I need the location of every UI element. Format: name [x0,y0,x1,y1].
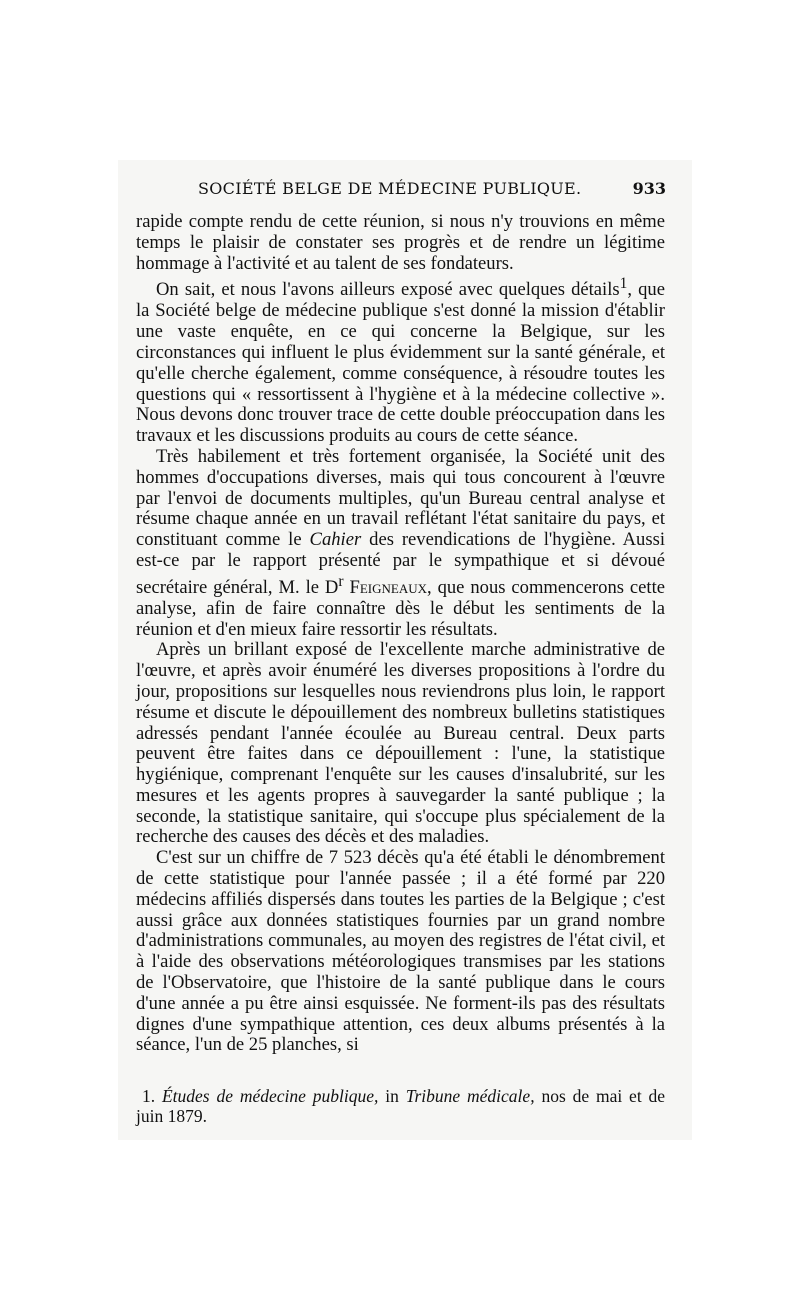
footnote-number: 1. [142,1086,156,1106]
paragraph-5: C'est sur un chiffre de 7 523 décès qu'a été établi le dénombrement de cette statistique pour l'année passée ; il a été formé par 220 médecins affiliés dispersés dans toutes les parties de la Belgique ; c'est aussi grâce aux données statistiques fournies par un grand nombre d'administrations communales, au moyen des registres de l'état civil, et à l'aide des observations météorologiques transmises par les stations de l'Observatoire, que l'histoire de la santé publique dans le cours d'une année a pu être ainsi esquissée. Ne forment-ils pas des résultats dignes d'une sympathique attention, ces deux albums présentés à la séance, l'un de 25 planches, si [136,847,665,1056]
page-header [140,179,666,205]
running-title: SOCIÉTÉ BELGE DE MÉDECINE PUBLIQUE. [198,179,582,198]
paragraph-2-text-b: , que la Société belge de médecine publique s'est donné la mission d'établir une vaste enquête, en ce qui concerne la Belgique, sur les circonstances qui influent le plus évidemment sur la santé générale, et qu'elle cherche également, comme conséquence, à résoudre toutes les questions qui « ressortissent à l'hygiène et à la médecine collective ». Nous devons donc trouver trace de cette double préoccupation dans les travaux et les discussions produits au cours de cette séance. [136,279,665,447]
footnote-in: in [385,1086,399,1106]
body-text [136,212,665,1056]
footnote-journal: Tribune médicale, [405,1086,535,1106]
paragraph-3-text-b: des revendications de l'hygiène. Aussi est-ce par le rapport présenté par le sympathique et si dévoué secrétaire général, M. le D [136,529,665,598]
paragraph-3-italic: Cahier [309,529,362,551]
paragraph-3-text-c: , que nous commencerons cette analyse, afin de faire connaître dès le début les sentiments de la réunion et d'en mieux faire ressortir les résultats. [136,576,666,640]
paragraph-1: rapide compte rendu de cette réunion, si nous n'y trouvions en même temps le plaisir de constater ses progrès et de rendre un légitime hommage à l'activité et au talent de ses fondateurs. [136,211,665,274]
footnote-reference: 1 [619,275,628,293]
paragraph-3 [136,447,665,640]
footnote-title: Études de médecine publique, [161,1086,379,1106]
footnote [136,1086,665,1126]
paragraph-2 [136,274,665,447]
footnote-line [136,1086,665,1126]
doctor-abbrev-sup: r [338,572,344,590]
paragraph-2-text-a: On sait, et nous l'avons ailleurs exposé avec quelques détails [156,279,620,301]
paragraph-3-text-a: Très habilement et très fortement organisée, la Société unit des hommes d'occupations diverses, mais qui tous concourent à l'œuvre par l'envoi de documents multiples, qu'un Bureau central analyse et résume chaque année en un travail reflétant l'état sanitaire du pays, et constituant comme le [136,445,665,551]
secretary-name: Feigneaux [349,576,427,598]
paragraph-4: Après un brillant exposé de l'excellente marche administrative de l'œuvre, et après avoir énuméré les diverses propositions à l'ordre du jour, propositions sur lesquelles nous reviendrons plus loin, le rapport résume et discute le dépouillement des nombreux bulletins statistiques adressés pendant l'année écoulée au Bureau central. Deux parts peuvent être faites dans ce dépouillement : l'une, la statistique hygiénique, comprenant l'enquête sur les causes d'insalubrité, sur les mesures et les agents propres à sauvegarder la santé publique ; la seconde, la statistique sanitaire, qui s'occupe plus spécialement de la recherche des causes des décès et des maladies. [136,639,665,848]
footnote-issues: nos de mai et de juin 1879. [136,1086,666,1126]
page-number: 933 [632,179,666,198]
